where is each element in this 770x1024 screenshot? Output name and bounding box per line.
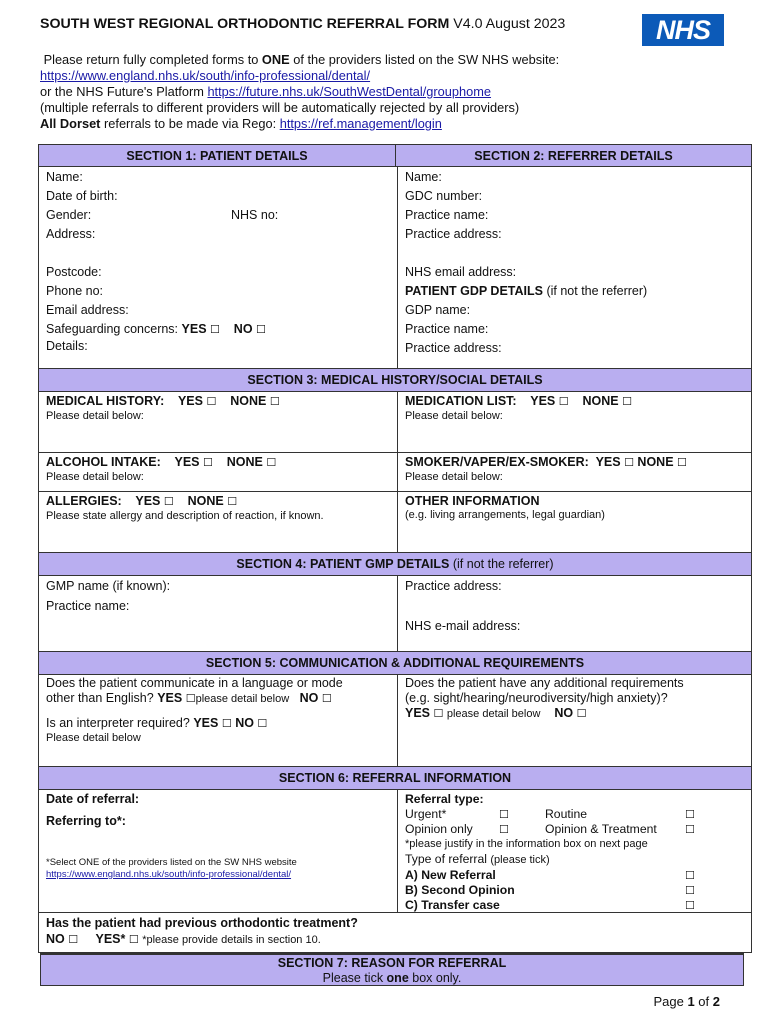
previous-no-label: NO <box>46 932 65 946</box>
section-6-body <box>38 790 752 913</box>
routine-label: Routine <box>545 807 588 821</box>
nhs-logo: NHS <box>642 14 724 46</box>
medical-none-checkbox[interactable]: ☐ <box>269 395 280 408</box>
gdp-name-field: GDP name: <box>405 303 471 317</box>
previous-yes-checkbox[interactable]: ☐ <box>128 933 139 946</box>
section-5-header: SECTION 5: COMMUNICATION & ADDITIONAL REQUIREMENTS <box>38 652 752 675</box>
alcohol-yes-checkbox[interactable]: ☐ <box>202 456 213 469</box>
page-of: of <box>698 994 710 1009</box>
language-cell[interactable] <box>39 675 397 766</box>
interpreter-no-checkbox[interactable]: ☐ <box>257 717 268 730</box>
medical-history-cell[interactable] <box>39 392 397 452</box>
smoker-detail-note: Please detail below: <box>405 471 503 483</box>
section-6-header: SECTION 6: REFERRAL INFORMATION <box>38 767 752 790</box>
allergies-none-checkbox[interactable]: ☐ <box>227 495 238 508</box>
safeguarding-no-checkbox[interactable]: ☐ <box>256 323 266 336</box>
section-4-title: SECTION 4: PATIENT GMP DETAILS <box>236 557 450 571</box>
previous-treatment-question: Has the patient had previous orthodontic treatment? <box>46 916 358 930</box>
section-7-note-end: box only. <box>408 971 462 985</box>
section-7-header <box>40 953 744 986</box>
additional-req-examples: (e.g. sight/hearing/neurodiversity/high anxiety)? <box>405 691 668 705</box>
referring-to-field: Referring to*: <box>46 814 126 828</box>
referral-date-cell[interactable] <box>39 790 397 912</box>
language-no-checkbox[interactable]: ☐ <box>321 692 332 705</box>
alcohol-detail-note: Please detail below: <box>46 471 144 483</box>
nhs-email-field: NHS email address: <box>405 265 517 279</box>
allergies-none-label: NONE <box>187 494 224 508</box>
sw-nhs-website-link[interactable]: https://www.england.nhs.uk/south/info-professional/dental/ <box>40 68 371 83</box>
address-field: Address: <box>46 227 96 241</box>
rego-link[interactable]: https://ref.management/login <box>279 116 442 131</box>
additional-req-cell[interactable] <box>397 675 751 766</box>
medical-row <box>38 392 752 453</box>
gdp-practice-address-field: Practice address: <box>405 341 502 355</box>
form-version: V4.0 August 2023 <box>453 16 566 32</box>
medication-none-checkbox[interactable]: ☐ <box>622 395 633 408</box>
smoker-yes-checkbox[interactable]: ☐ <box>624 456 634 469</box>
opinion-treatment-label: Opinion & Treatment <box>545 822 657 836</box>
language-question-cont: other than English? <box>46 691 154 705</box>
urgent-checkbox[interactable]: ☐ <box>499 808 509 821</box>
additional-no-checkbox[interactable]: ☐ <box>576 707 587 720</box>
gmp-details-right[interactable] <box>397 576 751 651</box>
allergies-row <box>38 492 752 553</box>
interpreter-no-label: NO <box>235 716 254 730</box>
type-of-referral-note: (please tick) <box>490 854 550 866</box>
gdp-details-heading: PATIENT GDP DETAILS <box>405 284 543 298</box>
patient-details[interactable] <box>39 167 397 368</box>
page-total: 2 <box>712 994 720 1009</box>
new-referral-checkbox[interactable]: ☐ <box>685 869 695 882</box>
additional-detail-note: please detail below <box>446 708 541 720</box>
intro-line: (multiple referrals to different providers will be automatically rejected by all providers) <box>40 100 520 115</box>
intro-emphasis: ONE <box>261 52 290 67</box>
previous-treatment-row[interactable] <box>38 913 752 953</box>
safeguarding-yes-checkbox[interactable]: ☐ <box>210 323 220 336</box>
medication-detail-note: Please detail below: <box>405 410 503 422</box>
smoker-label: SMOKER/VAPER/EX-SMOKER: <box>405 455 589 469</box>
safeguarding-no-label: NO <box>233 322 253 336</box>
gmp-name-field: GMP name (if known): <box>46 579 171 593</box>
gmp-practice-name-field: Practice name: <box>46 599 130 613</box>
section-5-body <box>38 675 752 767</box>
additional-req-question: Does the patient have any additional requirements <box>405 676 684 690</box>
practice-name-field: Practice name: <box>405 208 489 222</box>
smoker-cell[interactable] <box>397 453 751 491</box>
safeguarding-details-field: Details: <box>46 339 88 353</box>
form-title-text: SOUTH WEST REGIONAL ORTHODONTIC REFERRAL FORM <box>40 16 450 32</box>
referrer-name-field: Name: <box>405 170 442 184</box>
smoker-none-label: NONE <box>637 455 674 469</box>
gdp-details-note: (if not the referrer) <box>546 284 648 298</box>
additional-no-label: NO <box>554 706 574 720</box>
section-4-body <box>38 576 752 652</box>
allergy-note: Please state allergy and description of reaction, if known. <box>46 510 324 522</box>
section-7-note-emphasis: one <box>386 971 409 985</box>
alcohol-cell[interactable] <box>39 453 397 491</box>
medical-none-label: NONE <box>230 394 267 408</box>
referral-type-cell[interactable] <box>397 790 751 912</box>
gender-field: Gender: <box>46 208 92 222</box>
gmp-practice-address-field: Practice address: <box>405 579 502 593</box>
section-1-header: SECTION 1: PATIENT DETAILS <box>38 144 396 167</box>
routine-checkbox[interactable]: ☐ <box>685 808 695 821</box>
medication-label: MEDICATION LIST: <box>405 394 517 408</box>
alcohol-row <box>38 453 752 492</box>
intro-line: of the providers listed on the SW NHS website: <box>289 52 560 67</box>
allergies-label: ALLERGIES: <box>46 494 122 508</box>
alcohol-yes-label: YES <box>174 455 200 469</box>
new-referral-label: A) New Referral <box>405 868 496 882</box>
allergies-yes-checkbox[interactable]: ☐ <box>163 495 174 508</box>
other-info-cell[interactable] <box>397 492 751 552</box>
patient-name-field: Name: <box>46 170 83 184</box>
gmp-email-field: NHS e-mail address: <box>405 619 521 633</box>
gdc-number-field: GDC number: <box>405 189 483 203</box>
alcohol-none-checkbox[interactable]: ☐ <box>266 456 277 469</box>
transfer-case-label: C) Transfer case <box>405 898 500 912</box>
referrer-details[interactable] <box>397 167 751 368</box>
interpreter-yes-label: YES <box>193 716 219 730</box>
opinion-only-label: Opinion only <box>405 822 473 836</box>
urgent-label: Urgent* <box>405 807 447 821</box>
medical-history-label: MEDICAL HISTORY: <box>46 394 165 408</box>
section-1-2-body <box>38 167 752 369</box>
intro-line: referrals to be made via Rego: <box>100 116 280 131</box>
alcohol-label: ALCOHOL INTAKE: <box>46 455 161 469</box>
alcohol-none-label: NONE <box>226 455 263 469</box>
medication-none-label: NONE <box>582 394 619 408</box>
medical-detail-note: Please detail below: <box>46 410 144 422</box>
language-yes-label: YES <box>157 691 183 705</box>
email-field: Email address: <box>46 303 129 317</box>
futures-platform-link[interactable]: https://future.nhs.uk/SouthWestDental/grouphome <box>207 84 492 99</box>
section-1-2-headers <box>38 144 752 167</box>
smoker-none-checkbox[interactable]: ☐ <box>677 456 687 469</box>
medication-yes-checkbox[interactable]: ☐ <box>558 395 569 408</box>
interpreter-question: Is an interpreter required? <box>46 716 190 730</box>
nhs-number-field: NHS no: <box>231 208 279 222</box>
justify-note: *please justify in the information box on next page <box>405 838 648 850</box>
page-current: 1 <box>687 994 695 1009</box>
type-of-referral-label: Type of referral <box>405 852 487 866</box>
language-detail-note: please detail below <box>195 693 290 705</box>
select-provider-link[interactable]: https://www.england.nhs.uk/south/info-professional/dental/ <box>46 869 292 880</box>
other-info-note: (e.g. living arrangements, legal guardian) <box>405 509 605 521</box>
safeguarding-label: Safeguarding concerns: <box>46 322 179 336</box>
interpreter-detail-note: Please detail below <box>46 732 141 744</box>
form-title <box>40 16 565 32</box>
medication-yes-label: YES <box>530 394 556 408</box>
section-2-header: SECTION 2: REFERRER DETAILS <box>396 144 752 167</box>
practice-address-field: Practice address: <box>405 227 502 241</box>
opinion-only-checkbox[interactable]: ☐ <box>499 823 509 836</box>
phone-field: Phone no: <box>46 284 103 298</box>
medical-yes-checkbox[interactable]: ☐ <box>206 395 217 408</box>
intro-emphasis: All Dorset <box>40 116 101 131</box>
language-yes-checkbox[interactable]: ☐ <box>185 692 196 705</box>
intro-text <box>40 52 730 132</box>
interpreter-yes-checkbox[interactable]: ☐ <box>221 717 232 730</box>
referral-type-label: Referral type: <box>405 792 484 806</box>
language-no-label: NO <box>299 691 319 705</box>
intro-line: Please return fully completed forms to <box>43 52 262 67</box>
medical-yes-label: YES <box>177 394 203 408</box>
section-7-title: SECTION 7: REASON FOR REFERRAL <box>277 956 507 970</box>
previous-yes-label: YES* <box>95 932 126 946</box>
previous-no-checkbox[interactable]: ☐ <box>68 933 79 946</box>
intro-line: or the NHS Future's Platform <box>40 84 208 99</box>
safeguarding-yes-label: YES <box>181 322 207 336</box>
second-opinion-checkbox[interactable]: ☐ <box>685 884 695 897</box>
select-provider-note: *Select ONE of the providers listed on the SW NHS website <box>46 857 297 868</box>
transfer-case-checkbox[interactable]: ☐ <box>685 899 695 912</box>
previous-note: *please provide details in section 10. <box>142 934 321 946</box>
postcode-field: Postcode: <box>46 265 102 279</box>
referral-form <box>38 144 752 986</box>
section-4-note: (if not the referrer) <box>452 557 554 571</box>
allergies-yes-label: YES <box>135 494 161 508</box>
gmp-details-left[interactable] <box>39 576 397 651</box>
other-info-label: OTHER INFORMATION <box>405 494 540 508</box>
page-label: Page <box>653 994 684 1009</box>
section-7-note: Please tick <box>322 971 387 985</box>
additional-yes-label: YES <box>405 706 431 720</box>
smoker-yes-label: YES <box>595 455 621 469</box>
opinion-treatment-checkbox[interactable]: ☐ <box>685 823 695 836</box>
gdp-practice-name-field: Practice name: <box>405 322 489 336</box>
language-question: Does the patient communicate in a language or mode <box>46 676 343 690</box>
allergies-cell[interactable] <box>39 492 397 552</box>
referral-date-field: Date of referral: <box>46 792 140 806</box>
medication-cell[interactable] <box>397 392 751 452</box>
section-4-header <box>38 553 752 576</box>
additional-yes-checkbox[interactable]: ☐ <box>433 707 444 720</box>
page-number <box>653 994 720 1009</box>
dob-field: Date of birth: <box>46 189 118 203</box>
second-opinion-label: B) Second Opinion <box>405 883 515 897</box>
section-3-header: SECTION 3: MEDICAL HISTORY/SOCIAL DETAILS <box>38 369 752 392</box>
